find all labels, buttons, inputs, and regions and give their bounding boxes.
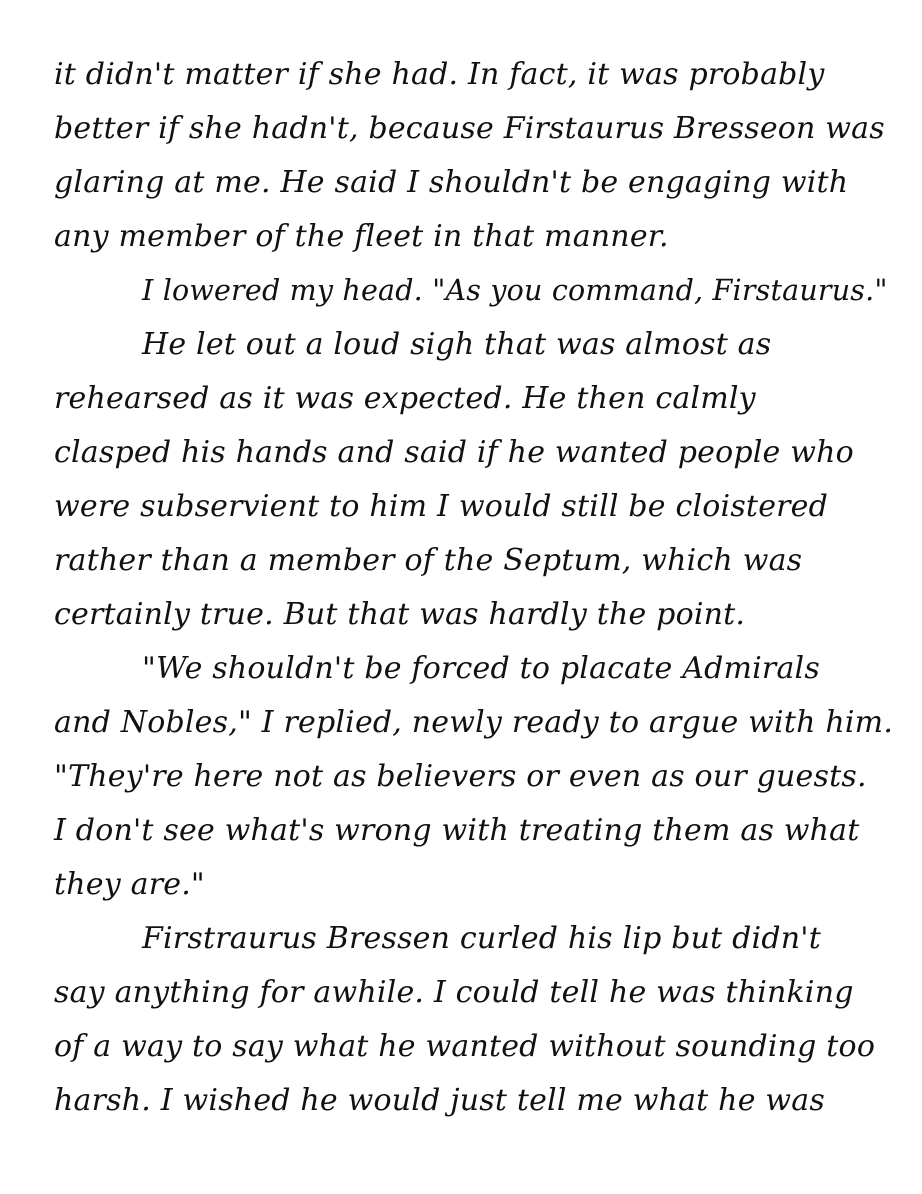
text-line: better if she hadn't, because Firstaurus Bresseon was xyxy=(54,111,885,146)
text-line: any member of the fleet in that manner. xyxy=(54,219,669,254)
text-line: "They're here not as believers or even as our guests. xyxy=(54,759,867,794)
text-line: Firstraurus Bressen curled his lip but didn't xyxy=(142,921,821,956)
text-line: of a way to say what he wanted without sounding too xyxy=(54,1029,876,1064)
text-line: it didn't matter if she had. In fact, it was probably xyxy=(54,57,825,92)
text-line: glaring at me. He said I shouldn't be engaging with xyxy=(54,165,849,200)
text-line: rather than a member of the Septum, which was xyxy=(54,543,803,578)
text-line: and Nobles," I replied, newly ready to argue with him. xyxy=(54,705,894,740)
text-line: rehearsed as it was expected. He then calmly xyxy=(54,381,756,416)
text-line: I don't see what's wrong with treating them as what xyxy=(54,813,860,848)
text-line: were subservient to him I would still be cloistered xyxy=(54,489,829,524)
text-line: say anything for awhile. I could tell he was thinking xyxy=(54,975,854,1010)
text-line: clasped his hands and said if he wanted people who xyxy=(54,435,854,470)
text-line: "We shouldn't be forced to placate Admirals xyxy=(142,651,820,686)
text-line: they are." xyxy=(54,867,205,902)
text-line: certainly true. But that was hardly the point. xyxy=(54,597,746,632)
text-line: I lowered my head. "As you command, Firstaurus." xyxy=(142,274,888,307)
text-line: harsh. I wished he would just tell me what he was xyxy=(54,1083,825,1118)
text-line: He let out a loud sigh that was almost as xyxy=(142,327,772,362)
